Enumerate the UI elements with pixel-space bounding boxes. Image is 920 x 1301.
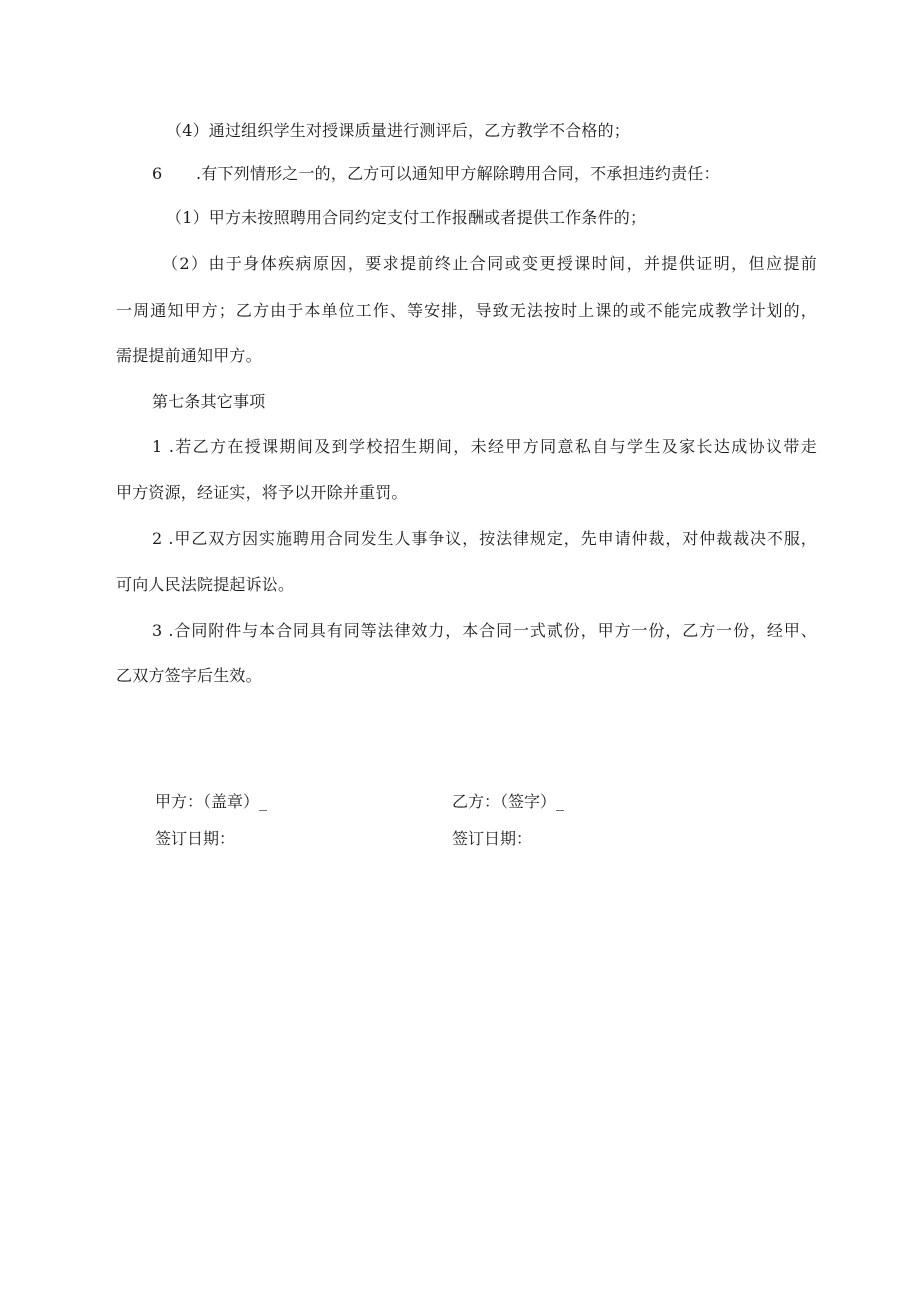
article-7-p3-line-2: 乙双方签字后生效。 [116, 666, 262, 685]
article-7-p1-line-1: 1 .若乙方在授课期间及到学校招生期间，未经甲方同意私自与学生及家长达成协议带走 [152, 437, 817, 456]
clause-item-6-number: 6 [152, 164, 163, 183]
clause-item-6-text: .有下列情形之一的，乙方可以通知甲方解除聘用合同，不承担违约责任： [196, 164, 720, 183]
article-7-p1-line-2: 甲方资源，经证实，将予以开除并重罚。 [116, 483, 408, 502]
clause-item-6-2-line-2: 一周通知甲方；乙方由于本单位工作、等安排，导致无法按时上课的或不能完成教学计划的， [116, 301, 817, 320]
party-a-sign-date-label: 签订日期： [155, 829, 236, 848]
article-7-p2-line-1: 2 .甲乙双方因实施聘用合同发生人事争议，按法律规定，先申请仲裁，对仲裁裁决不服， [152, 529, 817, 548]
article-7-p3-line-1: 3 .合同附件与本合同具有同等法律效力，本合同一式贰份，甲方一份，乙方一份，经甲、 [152, 621, 817, 640]
clause-item-4: （4）通过组织学生对授课质量进行测评后，乙方教学不合格的； [166, 121, 630, 140]
party-a-seal-label: 甲方：（盖章）_ [155, 792, 268, 811]
party-b-signature-label: 乙方：（签字）_ [452, 792, 565, 811]
clause-item-6 [152, 163, 852, 185]
party-b-sign-date-label: 签订日期： [452, 829, 533, 848]
article-7-p2-line-2: 可向人民法院提起诉讼。 [116, 575, 295, 594]
clause-item-6-2-line-1: （2）由于身体疾病原因，要求提前终止合同或变更授课时间，并提供证明，但应提前 [162, 254, 817, 273]
clause-item-6-1: （1）甲方未按照聘用合同约定支付工作报酬或者提供工作条件的； [166, 208, 647, 227]
clause-item-6-2-line-3: 需提提前通知甲方。 [116, 346, 262, 365]
article-7-heading: 第七条其它事项 [152, 392, 266, 411]
